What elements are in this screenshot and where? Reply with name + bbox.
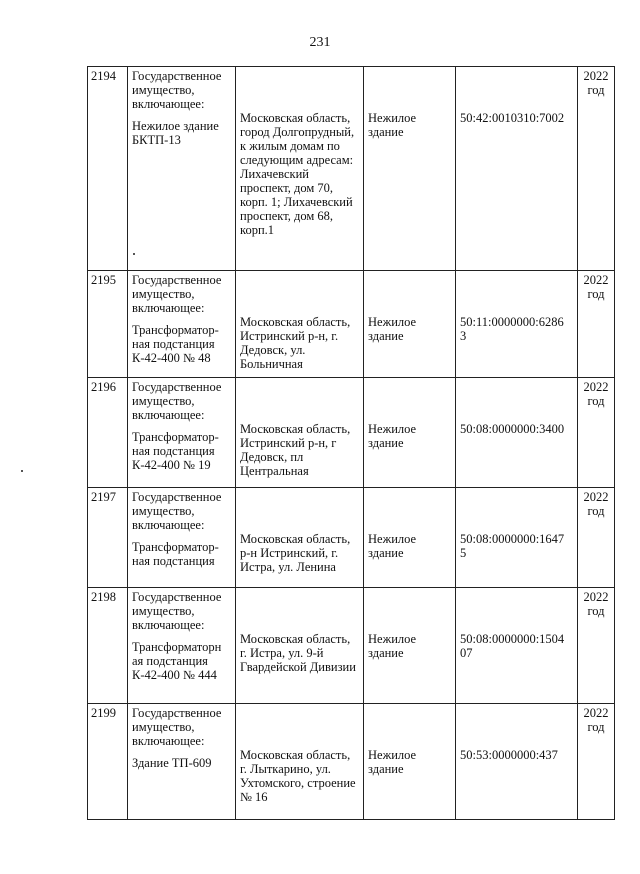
address-cell — [236, 588, 364, 704]
address-cell — [236, 67, 364, 271]
type-text: Нежилое здание — [368, 632, 417, 660]
cadastral-number: 50:08:0000000:1647 5 — [460, 532, 565, 560]
object-name-cell — [128, 704, 236, 820]
category-text: Государственное имущество, включающее: — [132, 706, 222, 748]
category-text: Государственное имущество, включающее: — [132, 490, 222, 532]
year-cell: 2022 год — [578, 378, 615, 488]
object-name-cell — [128, 588, 236, 704]
object-name: Трансформаторн ая подстанция К-42-400 № 444 — [132, 640, 222, 682]
year-cell: 2022 год — [578, 271, 615, 378]
type-text: Нежилое здание — [368, 532, 417, 560]
object-name-cell — [128, 378, 236, 488]
address-text: Московская область, город Долгопрудный, к жилым домам по следующим адресам: Лихачевский проспект, дом 70, корп. 1; Лихачевский проспект, дом 68, корп.1 — [240, 111, 355, 237]
cadastral-number: 50:11:0000000:6286 3 — [460, 315, 564, 343]
table-row — [88, 378, 615, 488]
address-cell — [236, 488, 364, 588]
page-number: 231 — [309, 35, 331, 50]
cadastral-number: 50:42:0010310:7002 — [460, 111, 565, 125]
type-cell — [364, 588, 456, 704]
address-cell — [236, 378, 364, 488]
year-cell: 2022 год — [578, 488, 615, 588]
cadastral-cell — [456, 378, 578, 488]
type-cell — [364, 378, 456, 488]
year-cell: 2022 год — [578, 588, 615, 704]
scan-speck — [133, 253, 135, 255]
cadastral-number: 50:53:0000000:437 — [460, 748, 558, 762]
cadastral-cell — [456, 67, 578, 271]
table-row — [88, 488, 615, 588]
category-text: Государственное имущество, включающее: — [132, 273, 222, 315]
cadastral-number: 50:08:0000000:3400 — [460, 422, 565, 436]
category-text: Государственное имущество, включающее: — [132, 69, 222, 111]
cadastral-cell — [456, 488, 578, 588]
row-number: 2199 — [88, 704, 128, 820]
row-number: 2195 — [88, 271, 128, 378]
object-name: Трансформатор-ная подстанция — [132, 540, 219, 568]
table-row — [88, 588, 615, 704]
address-text: Московская область, Истринский р-н, г Дедовск, пл Центральная — [240, 422, 351, 478]
row-number: 2198 — [88, 588, 128, 704]
object-name-cell — [128, 67, 236, 271]
category-text: Государственное имущество, включающее: — [132, 380, 222, 422]
type-cell — [364, 704, 456, 820]
address-text: Московская область, р-н Истринский, г. Истра, ул. Ленина — [240, 532, 351, 574]
cadastral-number: 50:08:0000000:1504 07 — [460, 632, 565, 660]
table-row — [88, 271, 615, 378]
object-name-cell — [128, 271, 236, 378]
address-text: Московская область, г. Истра, ул. 9-й Гвардейской Дивизии — [240, 632, 356, 674]
year-cell: 2022 год — [578, 704, 615, 820]
type-text: Нежилое здание — [368, 315, 417, 343]
type-text: Нежилое здание — [368, 111, 417, 139]
object-name: Трансформатор-ная подстанция К-42-400 № 48 — [132, 323, 219, 365]
type-text: Нежилое здание — [368, 422, 417, 450]
type-text: Нежилое здание — [368, 748, 417, 776]
object-name: Трансформатор-ная подстанция К-42-400 № 19 — [132, 430, 219, 472]
cadastral-cell — [456, 271, 578, 378]
cadastral-cell — [456, 588, 578, 704]
row-number: 2196 — [88, 378, 128, 488]
address-text: Московская область, г. Лыткарино, ул. Ухтомского, строение № 16 — [240, 748, 356, 804]
type-cell — [364, 271, 456, 378]
scan-speck — [21, 470, 23, 472]
address-text: Московская область, Истринский р-н, г. Дедовск, ул. Больничная — [240, 315, 351, 371]
category-text: Государственное имущество, включающее: — [132, 590, 222, 632]
property-table — [87, 66, 615, 820]
address-cell — [236, 271, 364, 378]
type-cell — [364, 488, 456, 588]
year-cell: 2022 год — [578, 67, 615, 271]
row-number: 2197 — [88, 488, 128, 588]
table-row — [88, 67, 615, 271]
cadastral-cell — [456, 704, 578, 820]
table-row — [88, 704, 615, 820]
object-name: Нежилое здание БКТП-13 — [132, 119, 219, 147]
address-cell — [236, 704, 364, 820]
type-cell — [364, 67, 456, 271]
object-name-cell — [128, 488, 236, 588]
object-name: Здание ТП-609 — [132, 756, 212, 770]
row-number: 2194 — [88, 67, 128, 271]
